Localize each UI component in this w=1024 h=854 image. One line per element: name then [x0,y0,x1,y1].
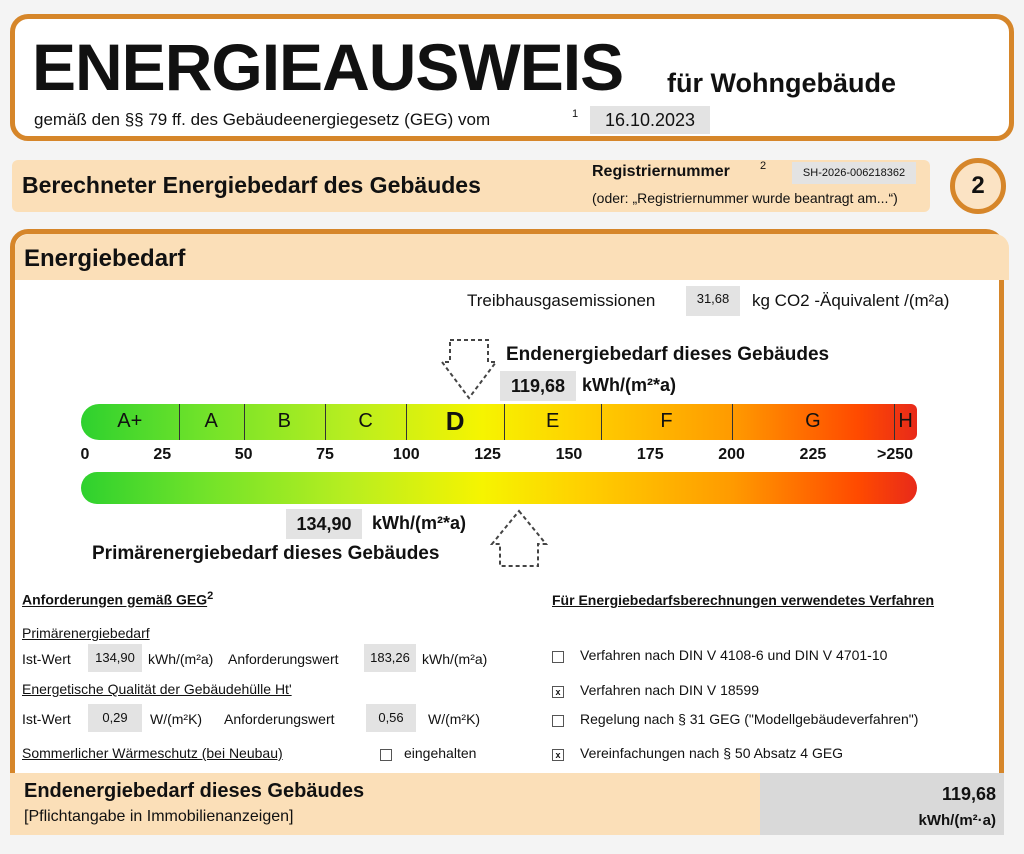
scale-tick-label: 100 [392,446,420,463]
scale-tick-label: 150 [555,446,583,463]
scale-tick-label: 0 [80,446,90,463]
req-label: Anforderungswert [224,711,335,727]
class-label-b: B [277,410,291,432]
ist-label: Ist-Wert [22,651,71,667]
class-separator [244,404,245,440]
scale-tick-label: 50 [234,446,253,463]
req-envelope-value: 0,56 [366,704,416,732]
method-checkbox[interactable]: x [552,686,564,698]
class-label-e: E [546,410,560,432]
section-title: Energiebedarf [24,245,186,272]
method-label: Verfahren nach DIN V 18599 [580,682,760,698]
method-label: Vereinfachungen nach § 50 Absatz 4 GEG [580,745,844,761]
method-label: Regelung nach § 31 GEG ("Modellgebäudeverfahren") [580,711,919,727]
primary-energy-value: 134,90 [286,509,362,539]
method-checkbox[interactable]: x [552,749,564,761]
class-label-f: F [660,410,673,432]
footer-title: Endenergiebedarf dieses Gebäudes [24,780,365,802]
efficiency-scale-bar [81,404,917,440]
registration-number: SH-2026-006218362 [792,162,916,184]
summer-label: Sommerlicher Wärmeschutz (bei Neubau) [22,745,283,761]
unit-kwh: kWh/(m²a) [422,651,488,667]
req-label: Anforderungswert [228,651,339,667]
ist-envelope-value: 0,29 [88,704,142,732]
registration-note: (oder: „Registriernummer wurde beantragt am...“) [592,190,898,206]
primary-energy-arrow-icon [488,508,550,570]
scale-tick-label: 175 [636,446,664,463]
scale-tick-label: 125 [474,446,501,463]
method-checkbox[interactable] [552,715,564,727]
methods-heading: Für Energiebedarfsberechnungen verwendetes Verfahren [552,592,935,608]
class-label-c: C [358,410,373,432]
class-label-d: D [445,406,465,436]
co2-unit: kg CO2 -Äquivalent /(m²a) [752,291,950,310]
primary-energy-title: Primärenergiebedarf dieses Gebäudes [92,543,440,564]
class-label-g: G [805,410,821,432]
document-subtitle: für Wohngebäude [667,68,896,98]
requirements-heading: Anforderungen gemäß GEG$^2$ [22,590,214,608]
class-separator [179,404,180,440]
issue-date: 16.10.2023 [590,106,710,134]
scale-tick-label: 75 [316,446,334,463]
primary-energy-scale-bar [81,472,917,504]
class-label-h: H [898,410,913,432]
unit-wm2k: W/(m²K) [428,711,481,727]
scale-tick-label: 25 [153,446,172,463]
scale-tick-label: >250 [876,446,914,463]
class-separator [504,404,505,440]
end-energy-value: 119,68 [500,371,576,401]
calc-heading: Berechneter Energiebedarf des Gebäudes [22,172,481,198]
page-number-badge: 2 [950,158,1006,214]
envelope-label: Energetische Qualität der Gebäudehülle Ht' [22,681,292,697]
legal-basis: gemäß den §§ 79 ff. des Gebäudeenergiegesetz (GEG) vom [34,110,491,129]
end-energy-unit: kWh/(m²*a) [582,375,676,395]
scale-tick-label: 225 [799,446,827,463]
document-title: ENERGIEAUSWEIS [32,30,624,104]
class-label-aplus: A+ [117,410,143,432]
unit-kwh: kWh/(m²a) [148,651,214,667]
ist-label: Ist-Wert [22,711,71,727]
primary-energy-unit: kWh/(m²*a) [372,513,466,533]
co2-label: Treibhausgasemissionen [467,291,656,310]
req-primary-value: 183,26 [364,644,416,672]
ist-primary-value: 134,90 [88,644,142,672]
class-label-a: A [204,410,218,432]
method-label: Verfahren nach DIN V 4108-6 und DIN V 4701-10 [580,647,888,663]
footer-value: 119,68 [941,784,996,804]
summer-checkbox[interactable] [380,749,392,761]
class-separator [325,404,326,440]
class-separator [406,404,407,440]
summer-text: eingehalten [404,745,477,761]
footer-unit: kWh/(m²·a) [918,812,996,829]
registration-footnote: 2 [760,160,767,172]
footer-note: [Pflichtangabe in Immobilienanzeigen] [24,808,294,825]
end-energy-title: Endenergiebedarf dieses Gebäudes [506,344,830,365]
footnote-marker: 1 [572,108,579,120]
primary-energy-label: Primärenergiebedarf [22,625,150,641]
registration-label: Registriernummer [592,163,730,180]
unit-wm2k: W/(m²K) [150,711,203,727]
method-checkbox[interactable] [552,651,564,663]
end-energy-arrow-icon [438,336,500,402]
class-separator [601,404,602,440]
co2-value: 31,68 [686,286,740,316]
scale-tick-label: 200 [718,446,745,463]
class-separator [732,404,733,440]
